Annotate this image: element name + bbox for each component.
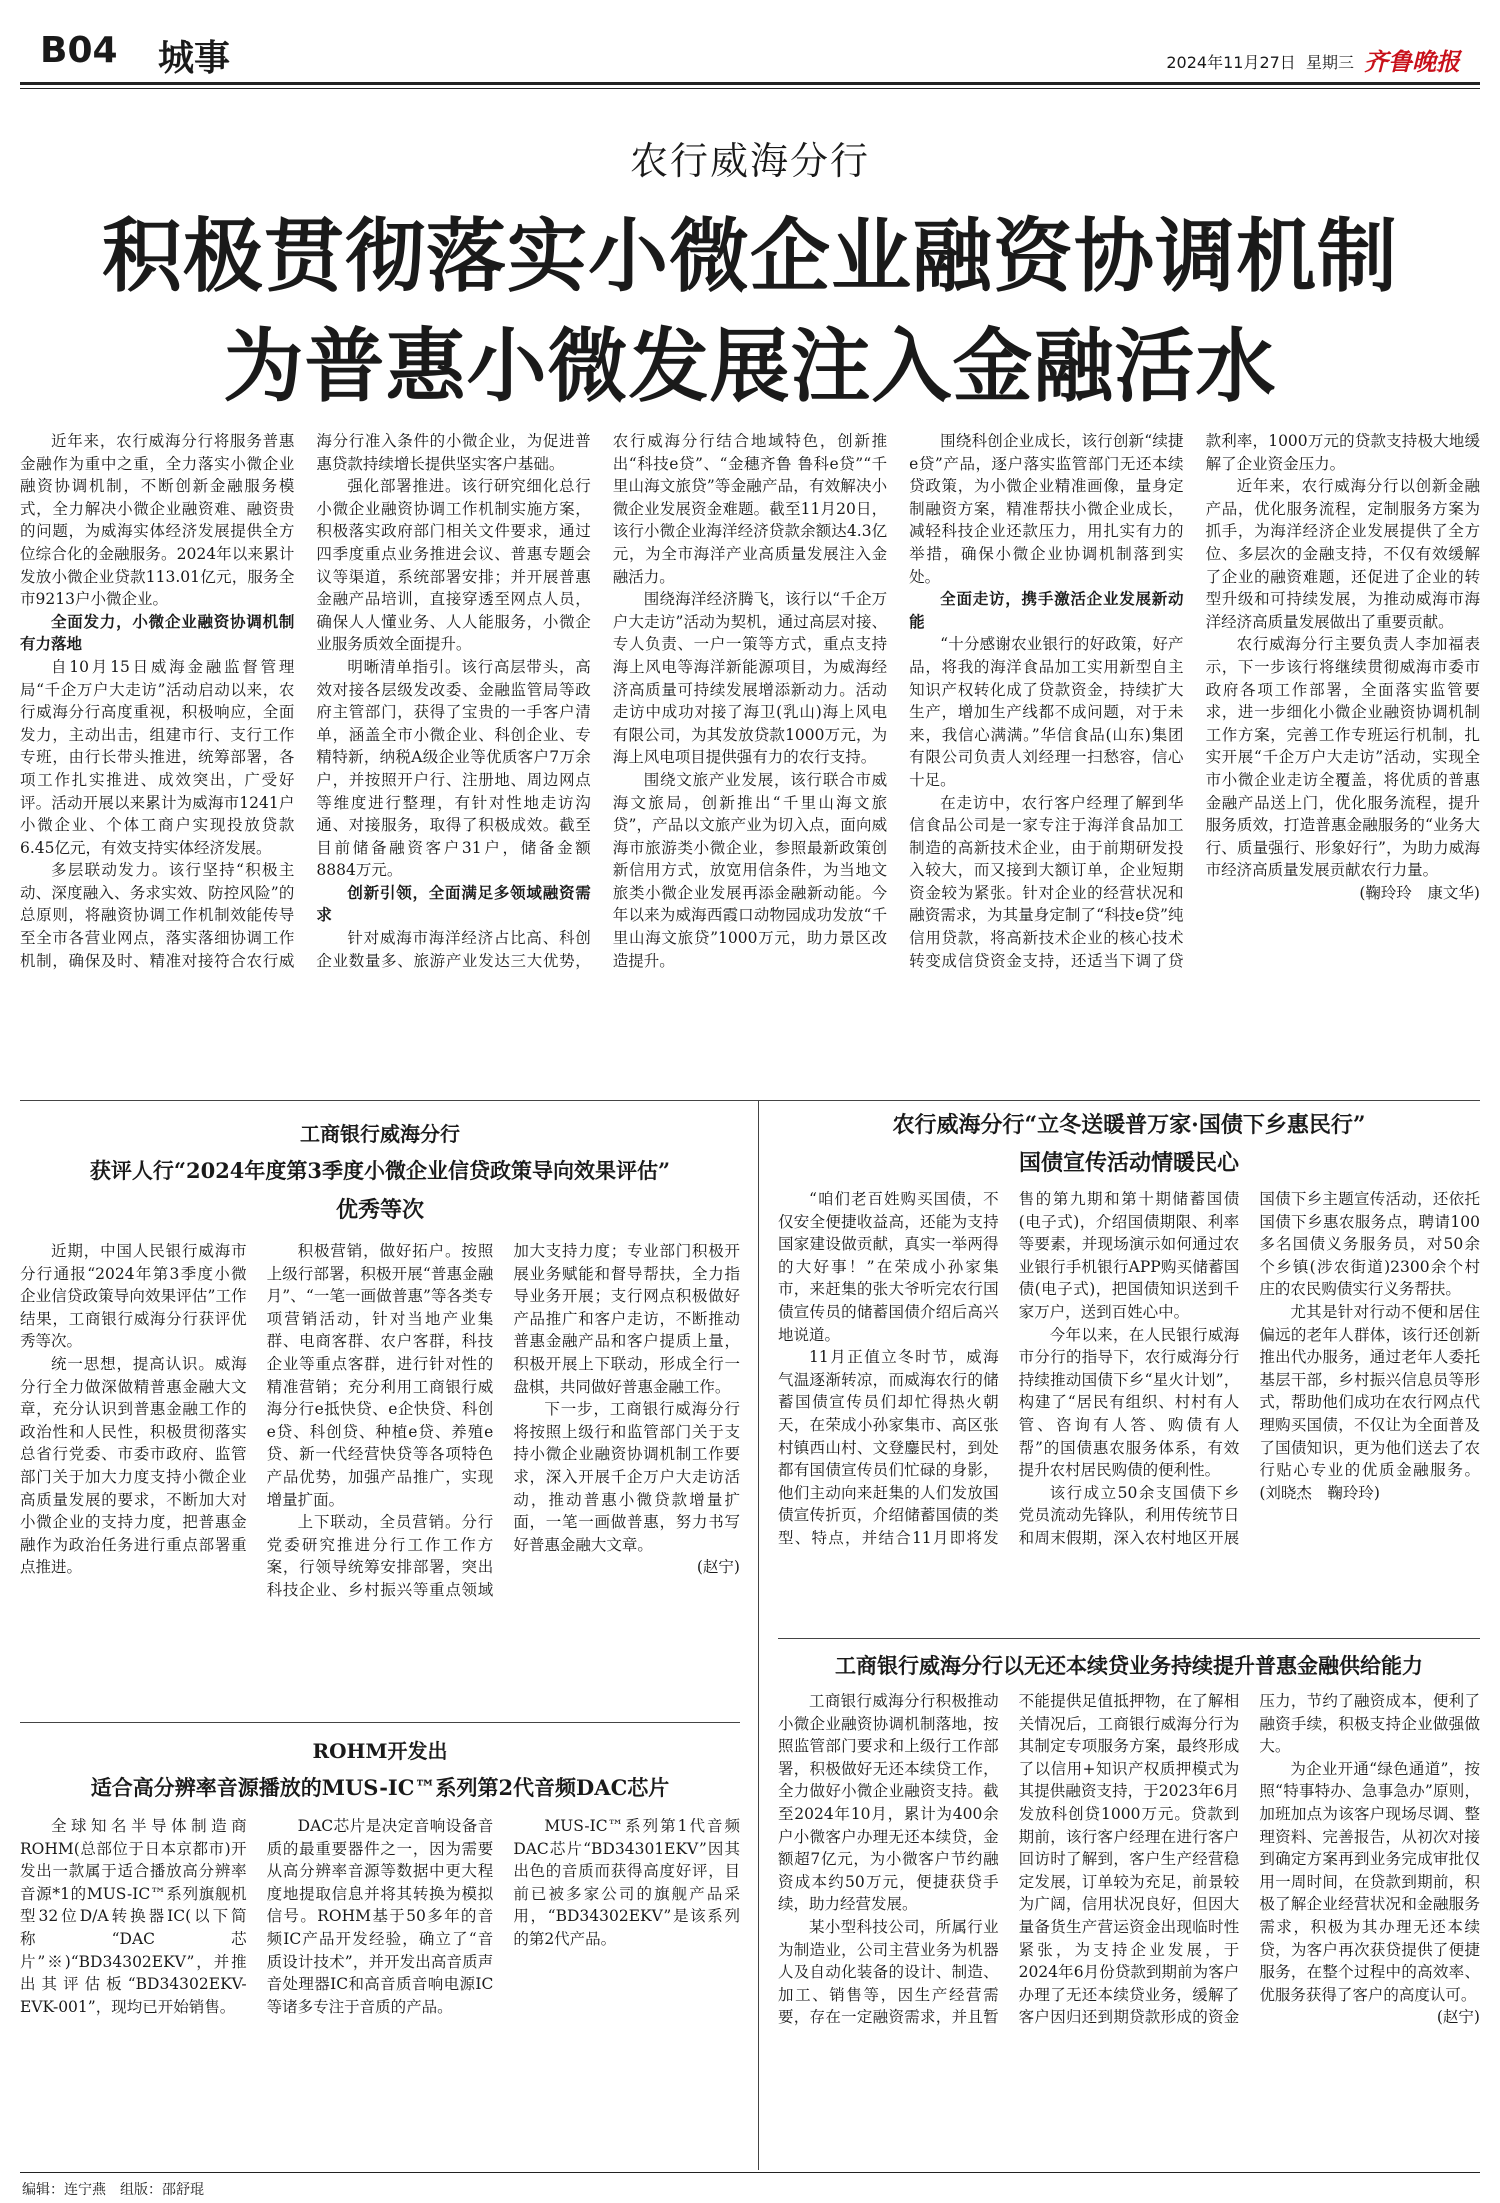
abc-winter-title-1: 农行威海分行“立冬送暖普万家·国债下乡惠民行”	[892, 1112, 1366, 1138]
icbc-award-title-1: 获评人行“2024年度第3季度小微企业信贷政策导向效果评估”	[89, 1158, 671, 1183]
rohm-title: 适合高分辨率音源播放的MUS-IC™系列第2代音频DAC芯片	[90, 1775, 670, 1800]
paragraph: 下一步，工商银行威海分行将按照上级行和监管部门关于支持小微企业融资协调机制工作要求，深入开展千企万户大走访活动，推动普惠小微贷款增量扩面，一笔一画做普惠，努力书写好普惠金融大文章。	[513, 1400, 740, 1554]
paragraph: 近年来，农行威海分行将服务普惠金融作为重中之重，全力落实小微企业融资协调机制，不断创新金融服务模式，全力解决小微企业融资难、融资贵的问题，为威海实体经济发展提供全方位综合化的金融服务。2024年以来累计发放小微企业贷款113.01亿元，服务全市9213户小微企业。	[20, 432, 295, 609]
paragraph: 积极营销，做好拓户。按照上级行部署，积极开展“普惠金融月”、“一笔一画做普惠”等各类专项营销活动，针对当地产业集群、电商客群、农户客群，科技企业等重点客群，进行针对性的精准营销；充分利用工商银行威海分行e抵快贷、e企快贷、科创e贷、科创贷、种植e贷、养殖e贷、新一代经营快贷等各项特色产品优势，加强产品推广，实现增量扩面。	[266, 1242, 494, 1509]
divider-left	[20, 1722, 740, 1723]
paragraph: 明晰清单指引。该行高层带头，高效对接各层级发改委、金融监管局等政府主管部门，获得了宝贵的一手客户清单，涵盖全市小微企业、科创企业、专精特新，纳税A级企业等优质客户7万余户，并按照开户行、注册地、周边网点等维度进行整理，有针对性地走访沟通、对接服务，取得了积极成效。截至目前储备融资客户31户，储备金额8884万元。	[316, 657, 591, 880]
byline: (赵宁)	[696, 1558, 740, 1577]
icbc-award-title-2: 优秀等次	[335, 1197, 424, 1223]
page-header	[20, 30, 1480, 80]
abc-winter-title-2: 国债宣传活动情暖民心	[1018, 1150, 1239, 1176]
subheading: 全面走访，携手激活企业发展新动能	[909, 589, 1184, 631]
byline: (赵宁)	[1436, 2008, 1480, 2027]
lead-headline-2: 为普惠小微发展注入金融活水	[223, 319, 1277, 413]
lead-kicker: 农行威海分行	[629, 139, 870, 183]
paragraph: 多层联动发力。该行坚持“积极主动、深度融入、务求实效、防控风险”的总原则，将融资协调工作机制效能传导至全市各营业网点，落实落细协调工作机制，确保及时、精准对接符合农行威海分行准入条件的小微企业，为促进普惠贷款持续增长提供坚实客户基础。	[20, 432, 591, 970]
paragraph: 统一思想，提高认识。威海分行全力做深做精普惠金融大文章，充分认识到普惠金融工作的政治性和人民性，积极贯彻落实总省行党委、市委市政府、监管部门关于加大力度支持小微企业高质量发展的要求，不断加大对小微企业的支持力度，把普惠金融作为政治任务进行重点部署重点推进。	[20, 1354, 247, 1577]
paragraph: 今年以来，在人民银行威海市分行的指导下，农行威海分行持续推动国债下乡“星火计划”，构建了“居民有组织、村村有人管、咨询有人答、购债有人帮”的国债惠农服务体系，有效提升农村居民购债的便利性。	[1018, 1325, 1240, 1480]
issue-weekday: 星期三	[1305, 53, 1354, 72]
section-name: 城事	[158, 38, 231, 79]
paragraph: 上下联动，全员营销。分行党委研究推进分行工作工作方案，行领导统筹安排部署，突出科技企业、乡村振兴等重点领域加大支持力度；专业部门积极开展业务赋能和督导帮扶，全力指导业务开展；支行网点积极做好产品推广和客户走访，不断推动普惠金融产品和客户提质上量，积极开展上下联动，形成全行一盘棋，共同做好普惠金融工作。	[266, 1242, 740, 1599]
paragraph: 近年来，农行威海分行以创新金融产品，优化服务流程，定制服务方案为抓手，为海洋经济企业发展提供了全方位、多层次的金融支持，不仅有效缓解了企业的融资难题，还促进了企业的转型升级和可持续发展，为推动威海市海洋经济高质量发展做出了重要贡献。	[1205, 477, 1480, 631]
paragraph: 围绕科创企业成长，该行创新“续捷e贷”产品，逐户落实监管部门无还本续贷政策，为小微企业精准画像，量身定制融资方案，精准帮扶小微企业成长，减轻科技企业还款压力，用扎实有力的举措，确保小微企业协调机制落到实处。	[909, 432, 1184, 586]
paragraph: 农行威海分行主要负责人李加福表示，下一步该行将继续贯彻威海市委市政府各项工作部署，全面落实监管要求，进一步细化小微企业融资协调机制工作方案，完善工作专班运行机制，扎实开展“千企万户大走访”活动，实现全市小微企业走访全覆盖，将优质的普惠金融产品送上门，优化服务流程，提升服务质效，打造普惠金融服务的“业务大行、质量强行、形象好行”，为助力威海市经济高质量发展贡献农行力量。	[1205, 635, 1480, 880]
paragraph: 11月正值立冬时节，威海气温逐渐转凉，而威海农行的储蓄国债宣传员们却忙得热火朝天，在荣成小孙家集市、高区张村镇西山村、文登鏖民村，到处都有国债宣传员们忙碌的身影，他们主动向来赶集的人们发放国债宣传折页，介绍储蓄国债的类型、特点，并结合11月即将发售的第九期和第十期储蓄国债(电子式)，介绍国债期限、利率等要素，并现场演示如何通过农业银行手机银行APP购买储蓄国债(电子式)，把国债知识送到千家万户，送到百姓心中。	[778, 1190, 1240, 1547]
subheading: 全面发力，小微企业融资协调机制有力落地	[20, 611, 295, 654]
paragraph: “咱们老百姓购买国债，不仅安全便捷收益高，还能为支持国家建设做贡献，真实一举两得的大好事！”在荣成小孙家集市，来赶集的张大爷听完农行国债宣传员的储蓄国债介绍后高兴地说道。	[778, 1190, 999, 1344]
newspaper-name: 齐鲁晚报	[1364, 47, 1460, 76]
icbc-loan-title: 工商银行威海分行以无还本续贷业务持续提升普惠金融供给能力	[835, 1653, 1423, 1678]
paragraph: 某小型科技公司，所属行业为制造业，公司主营业务为机器人及自动化装备的设计、制造、加工、销售等，因生产经营需要，存在一定融资需求，并且暂不能提供足值抵押物，在了解相关情况后，工商银行威海分行为其制定专项服务方案，最终形成了以信用+知识产权质押模式为其提供融资支持，于2023年6月发放科创贷1000万元。贷款到期前，该行客户经理在进行客户回访时了解到，客户生产经营稳定发展，订单较为充足，前景较为广阔，信用状况良好，但因大量备货生产营运资金出现临时性紧张，为支持企业发展，于2024年6月份贷款到期前为客户办理了无还本续贷业务，缓解了客户因归还到期贷款形成的资金压力，节约了融资成本，便利了融资手续，积极支持企业做强做大。	[778, 1692, 1480, 2027]
paragraph: 尤其是针对行动不便和居住偏远的老年人群体，该行还创新推出代办服务，通过老年人委托基层干部，乡村振兴信息员等形式，帮助他们成功在农行网点代理购买国债，不仅让为全面普及了国债知识，更为他们送去了农行贴心专业的优质金融服务。(刘晓杰 鞠玲玲)	[1259, 1302, 1480, 1502]
footer-rule	[20, 2172, 1480, 2173]
paragraph: 强化部署推进。该行研究细化总行小微企业融资协调工作机制实施方案，积极落实政府部门相关文件要求，通过四季度重点业务推进会议、普惠专题会议等渠道，系统部署安排；并开展普惠金融产品培训，直接穿透至网点人员，确保人人懂业务、人人能服务，小微企业服务质效全面提升。	[316, 477, 591, 654]
paragraph: 围绕文旅产业发展，该行联合市威海文旅局，创新推出“千里山海文旅贷”，产品以文旅产业为切入点，面向威海市旅游类小微企业，参照最新政策创新信用方式，放宽用信条件，为当地文旅类小微企业发展再添金融新动能。今年以来为威海西霞口动物园成功发放“千里山海文旅贷”1000万元，助力景区改造提升。	[612, 770, 888, 970]
abc-winter-body	[778, 1188, 1480, 1628]
header-rule-thin	[20, 88, 1480, 89]
lead-article-body	[20, 430, 1480, 1090]
issue-date: 2024年11月27日	[1166, 53, 1296, 72]
divider-vertical	[758, 1100, 759, 2170]
footer-credits: 编辑：连宁燕 组版：邵舒琨	[22, 2182, 204, 2198]
paragraph: 工商银行威海分行积极推动小微企业融资协调机制落地，按照监管部门要求和上级行工作部署，积极做好无还本续贷工作，全力做好小微企业融资支持。截至2024年10月，累计为400余户小微客户办理无还本续贷，金额超7亿元，为小微客户节约融资成本约50万元，便捷获贷手续，助力经营发展。	[778, 1692, 999, 1914]
rohm-kicker: ROHM开发出	[312, 1739, 448, 1763]
paragraph: 自10月15日威海金融监督管理局“千企万户大走访”活动启动以来，农行威海分行高度重视，积极响应，全面发力，主动出击，组建市行、支行工作专班，由行长带头推进，统筹部署，各项工作扎实推进、成效突出，广受好评。活动开展以来累计为威海市1241户小微企业、个体工商户实现投放贷款6.45亿元，有效支持实体经济发展。	[20, 657, 295, 857]
divider-lead	[20, 1100, 1480, 1101]
paragraph: 在走访中，农行客户经理了解到华信食品公司是一家专注于海洋食品加工制造的高新技术企业，由于前期研发投入较大，而又接到大额订单，企业短期资金较为紧张。针对企业的经营状况和融资需求，为其量身定制了“科技e贷”纯信用贷款，将高新技术企业的核心技术转变成信贷资金支持，还适当下调了贷款利率，1000万元的贷款支持极大地缓解了企业资金压力。	[909, 432, 1480, 970]
paragraph: MUS-IC™系列第1代音频DAC芯片“BD34301EKV”因其出色的音质而获得高度好评，目前已被多家公司的旗舰产品采用，“BD34302EKV”是该系列的第2代产品。	[513, 1817, 740, 1948]
paragraph: 针对威海市海洋经济占比高、科创企业数量多、旅游产业发达三大优势，农行威海分行结合地域特色，创新推出“科技e贷”、“金穗齐鲁 鲁科e贷”“千里山海文旅贷”等金融产品，有效解决小微企业发展资金难题。截至11月20日，该行小微企业海洋经济贷款余额达4.3亿元，为全市海洋产业高质量发展注入金融活力。	[316, 432, 888, 970]
paragraph: “十分感谢农业银行的好政策，好产品，将我的海洋食品加工实用新型自主知识产权转化成了贷款资金，持续扩大生产，增加生产线都不成问题，对于未来，我信心满满。”华信食品(山东)集团有限公司负责人刘经理一扫愁容，信心十足。	[909, 635, 1184, 789]
paragraph: 为企业开通“绿色通道”，按照“特事特办、急事急办”原则，加班加点为该客户现场尽调、整理资料、完善报告，从初次对接到确定方案再到业务完成审批仅用一周时间，在贷款到期前，积极了解企业经营状况和金融服务需求，积极为其办理无还本续贷，为客户再次获贷提供了便捷服务，在整个过程中的高效率、优服务获得了客户的高度认可。	[1259, 1759, 1480, 2004]
rohm-body	[20, 1815, 740, 2165]
lead-headline-1: 积极贯彻落实小微企业融资协调机制	[102, 209, 1398, 303]
paragraph: 围绕海洋经济腾飞，该行以“千企万户大走访”活动为契机，通过高层对接、专人负责、一户一策等方式，重点支持海上风电等海洋新能源项目，为威海经济高质量可持续发展增添新动力。活动走访中成功对接了海卫(乳山)海上风电有限公司，为其发放贷款1000万元，为海上风电项目提供强有力的农行支持。	[612, 590, 888, 767]
section-number: B04	[40, 30, 118, 71]
paragraph: 近期，中国人民银行威海市分行通报“2024年第3季度小微企业信贷政策导向效果评估”工作结果，工商银行威海分行获评优秀等次。	[20, 1242, 247, 1351]
icbc-award-kicker: 工商银行威海分行	[300, 1122, 460, 1146]
paragraph: DAC芯片是决定音响设备音质的最重要器件之一，因为需要从高分辨率音源等数据中更大程度地提取信息并将其转换为模拟信号。ROHM基于50多年的音频IC产品开发经验，确立了“音质设计技术”，并开发出高音质声音处理器IC和高音质音响电源IC等诸多专注于音质的产品。	[266, 1817, 494, 2016]
icbc-award-body	[20, 1240, 740, 1710]
divider-right	[778, 1638, 1480, 1639]
byline: (鞠玲玲 康文华)	[1359, 883, 1480, 902]
icbc-loan-body	[778, 1690, 1480, 2165]
paragraph: 全球知名半导体制造商ROHM(总部位于日本京都市)开发出一款属于适合播放高分辨率音源*1的MUS-IC™系列旗舰机型32位D/A转换器IC(以下简称“DAC芯片”※)“BD34302EKV”，并推出其评估板“BD34302EKV-EVK-001”，现均已开始销售。	[20, 1817, 247, 2016]
header-right	[1166, 42, 1460, 77]
paragraph: 该行成立50余支国债下乡党员流动先锋队，利用传统节日和周末假期，深入农村地区开展国债下乡主题宣传活动，还依托国债下乡惠农服务点，聘请100多名国债义务服务员，对50余个乡镇(涉农街道)2300余个村庄的农民购债实行义务帮扶。	[1018, 1190, 1480, 1547]
header-rule	[20, 82, 1480, 85]
subheading: 创新引领，全面满足多领域融资需求	[316, 882, 591, 925]
